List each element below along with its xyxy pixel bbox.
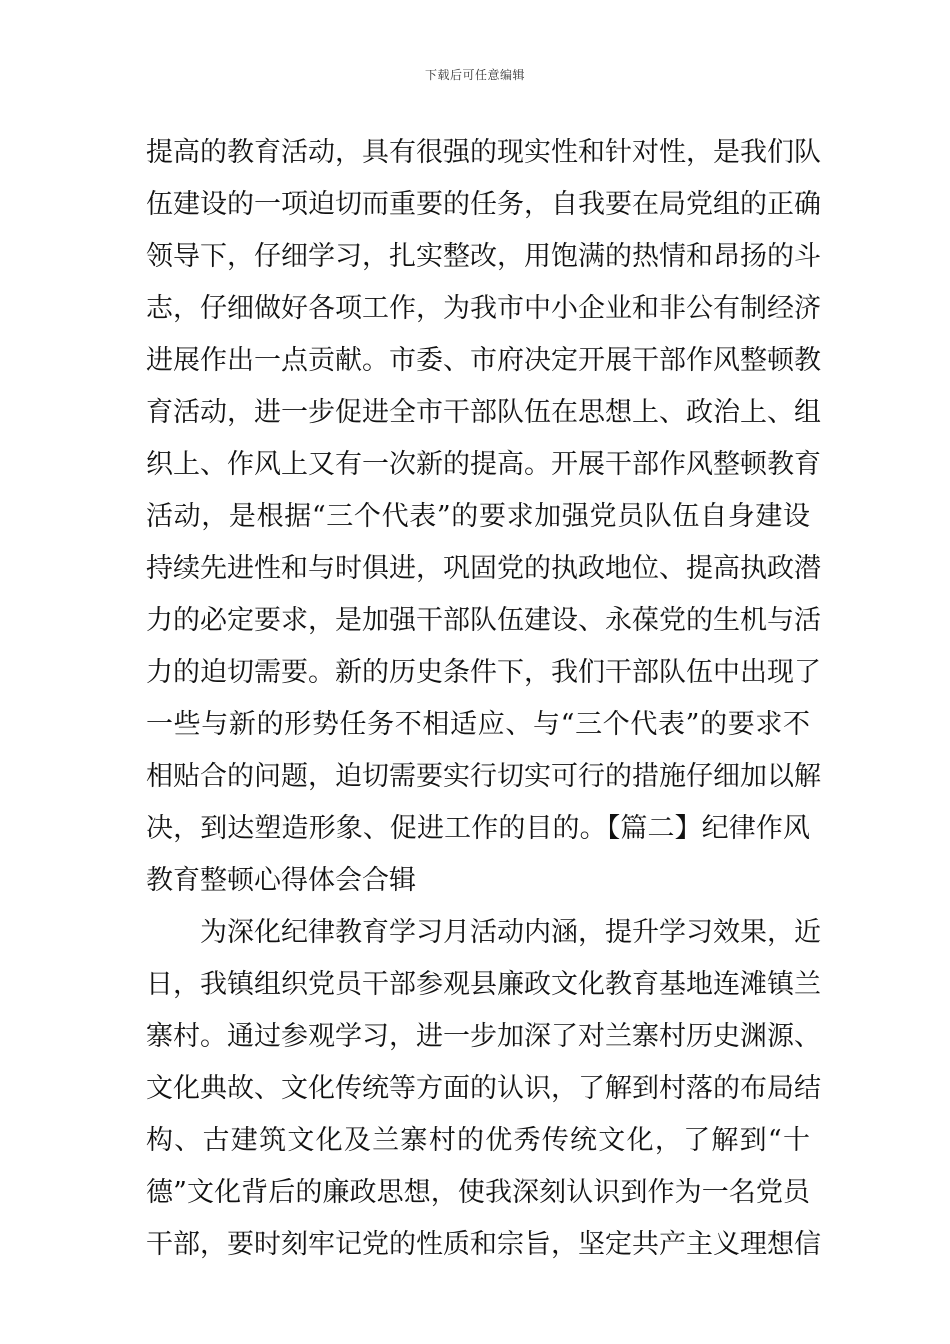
text-line: 进展作出一点贡献。市委、市府决定开展干部作风整顿教 <box>146 345 821 376</box>
text-line: 提高的教育活动，具有很强的现实性和针对性，是我们队 <box>146 137 821 168</box>
text-line: 一些与新的形势任务不相适应、与“三个代表”的要求不 <box>146 709 810 740</box>
text-line: 寨村。通过参观学习，进一步加深了对兰寨村历史渊源、 <box>146 1021 821 1052</box>
text-line: 决，到达塑造形象、促进工作的目的。【篇二】纪律作风 <box>146 813 810 844</box>
text-line: 育活动，进一步促进全市干部队伍在思想上、政治上、组 <box>146 397 821 428</box>
text-line: 持续先进性和与时俱进，巩固党的执政地位、提高执政潜 <box>146 553 821 584</box>
text-line: 日，我镇组织党员干部参观县廉政文化教育基地连滩镇兰 <box>146 969 821 1000</box>
text-line: 干部，要时刻牢记党的性质和宗旨，坚定共产主义理想信 <box>146 1229 821 1260</box>
text-line: 伍建设的一项迫切而重要的任务，自我要在局党组的正确 <box>146 189 821 220</box>
text-line: 力的迫切需要。新的历史条件下，我们干部队伍中出现了 <box>146 657 821 688</box>
paragraph-first-line: 为深化纪律教育学习月活动内涵，提升学习效果，近 <box>200 917 821 948</box>
text-line: 领导下，仔细学习，扎实整改，用饱满的热情和昂扬的斗 <box>146 241 821 272</box>
section-title-line: 教育整顿心得体会合辑 <box>146 865 416 896</box>
text-line: 织上、作风上又有一次新的提高。开展干部作风整顿教育 <box>146 449 821 480</box>
text-line: 志，仔细做好各项工作，为我市中小企业和非公有制经济 <box>146 293 821 324</box>
text-line: 德”文化背后的廉政思想，使我深刻认识到作为一名党员 <box>146 1177 810 1208</box>
text-line: 活动，是根据“三个代表”的要求加强党员队伍自身建设 <box>146 501 810 532</box>
text-line: 相贴合的问题，迫切需要实行切实可行的措施仔细加以解 <box>146 761 821 792</box>
body-text <box>146 127 821 1271</box>
text-line: 构、古建筑文化及兰寨村的优秀传统文化，了解到“十 <box>146 1125 810 1156</box>
header-note: 下载后可任意编辑 <box>424 68 525 82</box>
text-line: 文化典故、文化传统等方面的认识，了解到村落的布局结 <box>146 1073 821 1104</box>
text-line: 力的必定要求，是加强干部队伍建设、永葆党的生机与活 <box>146 605 821 636</box>
